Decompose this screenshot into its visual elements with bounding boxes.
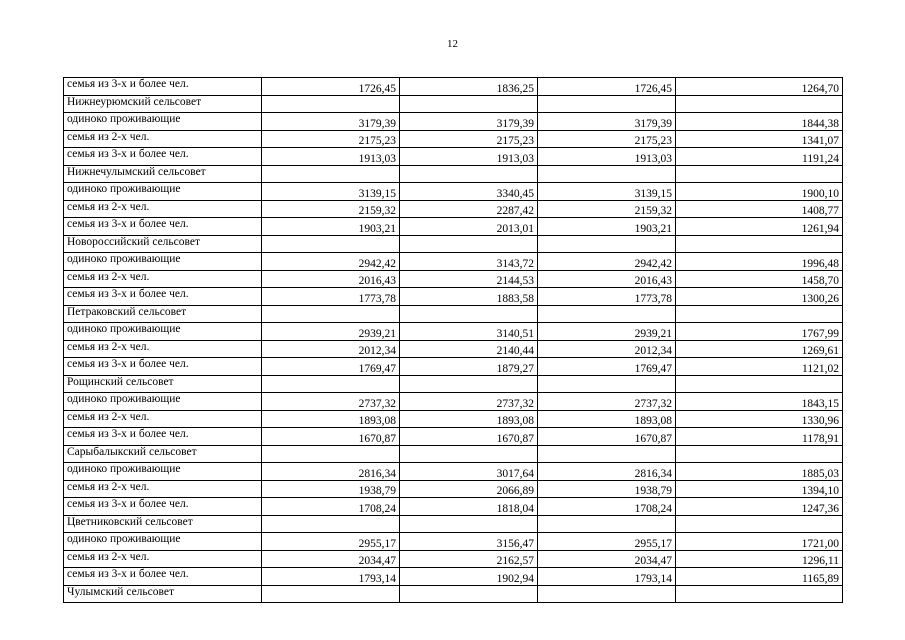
value-cell-col-2 xyxy=(400,585,538,603)
value-cell-col-1: 1938,79 xyxy=(262,480,400,498)
value-cell-col-2: 1879,27 xyxy=(400,358,538,376)
value-cell-col-2: 1883,58 xyxy=(400,288,538,306)
category-label-cell: одиноко проживающие xyxy=(64,323,262,341)
value-cell-col-2: 2175,23 xyxy=(400,130,538,148)
section-name-cell: Новороссийский сельсовет xyxy=(64,235,262,253)
table-row xyxy=(64,480,843,498)
value-cell-col-3: 2034,47 xyxy=(538,550,676,568)
category-label-cell: семья из 2-х чел. xyxy=(64,480,262,498)
value-cell-col-1: 3139,15 xyxy=(262,183,400,201)
value-cell-col-4 xyxy=(676,375,843,393)
value-cell-col-3 xyxy=(538,445,676,463)
category-label-cell: семья из 3-х и более чел. xyxy=(64,498,262,516)
value-cell-col-4 xyxy=(676,95,843,113)
value-cell-col-1 xyxy=(262,305,400,323)
value-cell-col-3: 2816,34 xyxy=(538,463,676,481)
value-cell-col-1 xyxy=(262,585,400,603)
table-row xyxy=(64,78,843,96)
value-cell-col-1: 1708,24 xyxy=(262,498,400,516)
value-cell-col-3: 2939,21 xyxy=(538,323,676,341)
value-cell-col-3 xyxy=(538,515,676,533)
category-label-cell: семья из 2-х чел. xyxy=(64,340,262,358)
value-cell-col-3: 1913,03 xyxy=(538,148,676,166)
category-label-cell: семья из 3-х и более чел. xyxy=(64,218,262,236)
value-cell-col-4 xyxy=(676,165,843,183)
category-label-cell: одиноко проживающие xyxy=(64,253,262,271)
category-label-cell: семья из 3-х и более чел. xyxy=(64,288,262,306)
value-cell-col-2: 1913,03 xyxy=(400,148,538,166)
value-cell-col-1: 1773,78 xyxy=(262,288,400,306)
value-cell-col-3: 3139,15 xyxy=(538,183,676,201)
table-row xyxy=(64,323,843,341)
section-header-row xyxy=(64,515,843,533)
value-cell-col-4: 1269,61 xyxy=(676,340,843,358)
section-header-row xyxy=(64,235,843,253)
value-cell-col-3: 1670,87 xyxy=(538,428,676,446)
value-cell-col-3 xyxy=(538,165,676,183)
value-cell-col-1 xyxy=(262,95,400,113)
value-cell-col-1: 2737,32 xyxy=(262,393,400,411)
category-label-cell: семья из 3-х и более чел. xyxy=(64,148,262,166)
value-cell-col-4 xyxy=(676,515,843,533)
value-cell-col-2: 3017,64 xyxy=(400,463,538,481)
value-cell-col-2: 3143,72 xyxy=(400,253,538,271)
value-cell-col-4: 1300,26 xyxy=(676,288,843,306)
value-cell-col-4: 1394,10 xyxy=(676,480,843,498)
table-row xyxy=(64,148,843,166)
value-cell-col-1: 2816,34 xyxy=(262,463,400,481)
table-row xyxy=(64,113,843,131)
section-name-cell: Нижнечулымский сельсовет xyxy=(64,165,262,183)
table-row xyxy=(64,550,843,568)
category-label-cell: одиноко проживающие xyxy=(64,113,262,131)
value-cell-col-1: 2955,17 xyxy=(262,533,400,551)
value-cell-col-2 xyxy=(400,235,538,253)
table-row xyxy=(64,358,843,376)
value-cell-col-3: 2012,34 xyxy=(538,340,676,358)
value-cell-col-4: 1767,99 xyxy=(676,323,843,341)
value-cell-col-3: 2942,42 xyxy=(538,253,676,271)
value-cell-col-3: 1893,08 xyxy=(538,410,676,428)
category-label-cell: одиноко проживающие xyxy=(64,183,262,201)
value-cell-col-3 xyxy=(538,585,676,603)
value-cell-col-4: 1900,10 xyxy=(676,183,843,201)
value-cell-col-1 xyxy=(262,375,400,393)
section-name-cell: Цветниковский сельсовет xyxy=(64,515,262,533)
table-row xyxy=(64,533,843,551)
tariff-table xyxy=(63,77,843,603)
table-row xyxy=(64,288,843,306)
value-cell-col-1: 2939,21 xyxy=(262,323,400,341)
section-header-row xyxy=(64,585,843,603)
value-cell-col-3: 1773,78 xyxy=(538,288,676,306)
value-cell-col-1: 1793,14 xyxy=(262,568,400,586)
table-row xyxy=(64,200,843,218)
table-row xyxy=(64,340,843,358)
value-cell-col-2: 3156,47 xyxy=(400,533,538,551)
value-cell-col-2: 2162,57 xyxy=(400,550,538,568)
value-cell-col-4: 1408,77 xyxy=(676,200,843,218)
value-cell-col-1: 1893,08 xyxy=(262,410,400,428)
table-row xyxy=(64,253,843,271)
value-cell-col-2: 1893,08 xyxy=(400,410,538,428)
table-row xyxy=(64,183,843,201)
page-number: 12 xyxy=(447,38,458,50)
value-cell-col-4: 1191,24 xyxy=(676,148,843,166)
value-cell-col-3: 1903,21 xyxy=(538,218,676,236)
value-cell-col-4: 1885,03 xyxy=(676,463,843,481)
table-row xyxy=(64,568,843,586)
value-cell-col-2 xyxy=(400,305,538,323)
value-cell-col-1: 1769,47 xyxy=(262,358,400,376)
section-name-cell: Чулымский сельсовет xyxy=(64,585,262,603)
category-label-cell: семья из 2-х чел. xyxy=(64,200,262,218)
value-cell-col-3: 1938,79 xyxy=(538,480,676,498)
category-label-cell: семья из 2-х чел. xyxy=(64,550,262,568)
value-cell-col-3 xyxy=(538,95,676,113)
table-row xyxy=(64,428,843,446)
value-cell-col-1: 2034,47 xyxy=(262,550,400,568)
value-cell-col-2: 2287,42 xyxy=(400,200,538,218)
value-cell-col-1: 2175,23 xyxy=(262,130,400,148)
value-cell-col-1: 1913,03 xyxy=(262,148,400,166)
table-row xyxy=(64,393,843,411)
section-header-row xyxy=(64,95,843,113)
value-cell-col-2: 1818,04 xyxy=(400,498,538,516)
value-cell-col-1 xyxy=(262,515,400,533)
value-cell-col-2 xyxy=(400,375,538,393)
value-cell-col-3: 2175,23 xyxy=(538,130,676,148)
table-row xyxy=(64,463,843,481)
section-header-row xyxy=(64,305,843,323)
value-cell-col-2: 3340,45 xyxy=(400,183,538,201)
value-cell-col-1: 3179,39 xyxy=(262,113,400,131)
value-cell-col-4: 1458,70 xyxy=(676,270,843,288)
value-cell-col-4: 1721,00 xyxy=(676,533,843,551)
value-cell-col-2 xyxy=(400,95,538,113)
section-name-cell: Нижнеурюмский сельсовет xyxy=(64,95,262,113)
value-cell-col-2 xyxy=(400,445,538,463)
value-cell-col-3: 2737,32 xyxy=(538,393,676,411)
value-cell-col-4: 1165,89 xyxy=(676,568,843,586)
section-name-cell: Рощинский сельсовет xyxy=(64,375,262,393)
value-cell-col-4: 1264,70 xyxy=(676,78,843,96)
table-row xyxy=(64,498,843,516)
value-cell-col-1 xyxy=(262,235,400,253)
category-label-cell: семья из 3-х и более чел. xyxy=(64,568,262,586)
category-label-cell: семья из 3-х и более чел. xyxy=(64,428,262,446)
value-cell-col-2: 1836,25 xyxy=(400,78,538,96)
value-cell-col-1: 1670,87 xyxy=(262,428,400,446)
value-cell-col-2 xyxy=(400,515,538,533)
value-cell-col-2: 2140,44 xyxy=(400,340,538,358)
table-row xyxy=(64,218,843,236)
value-cell-col-3 xyxy=(538,375,676,393)
value-cell-col-4: 1121,02 xyxy=(676,358,843,376)
value-cell-col-3: 2016,43 xyxy=(538,270,676,288)
value-cell-col-1: 2012,34 xyxy=(262,340,400,358)
tariff-table-body xyxy=(64,78,843,603)
category-label-cell: семья из 2-х чел. xyxy=(64,130,262,148)
value-cell-col-4: 1996,48 xyxy=(676,253,843,271)
value-cell-col-2: 2013,01 xyxy=(400,218,538,236)
section-name-cell: Петраковский сельсовет xyxy=(64,305,262,323)
category-label-cell: семья из 2-х чел. xyxy=(64,410,262,428)
value-cell-col-1 xyxy=(262,445,400,463)
value-cell-col-1: 1726,45 xyxy=(262,78,400,96)
section-header-row xyxy=(64,445,843,463)
value-cell-col-3 xyxy=(538,305,676,323)
value-cell-col-2: 1902,94 xyxy=(400,568,538,586)
value-cell-col-1: 1903,21 xyxy=(262,218,400,236)
value-cell-col-4: 1843,15 xyxy=(676,393,843,411)
value-cell-col-3: 1708,24 xyxy=(538,498,676,516)
value-cell-col-2: 2144,53 xyxy=(400,270,538,288)
value-cell-col-4: 1341,07 xyxy=(676,130,843,148)
section-header-row xyxy=(64,165,843,183)
value-cell-col-2 xyxy=(400,165,538,183)
category-label-cell: одиноко проживающие xyxy=(64,463,262,481)
value-cell-col-2: 2066,89 xyxy=(400,480,538,498)
table-row xyxy=(64,410,843,428)
value-cell-col-2: 3140,51 xyxy=(400,323,538,341)
category-label-cell: семья из 2-х чел. xyxy=(64,270,262,288)
value-cell-col-4: 1296,11 xyxy=(676,550,843,568)
value-cell-col-3 xyxy=(538,235,676,253)
value-cell-col-4: 1844,38 xyxy=(676,113,843,131)
category-label-cell: одиноко проживающие xyxy=(64,533,262,551)
value-cell-col-3: 1726,45 xyxy=(538,78,676,96)
value-cell-col-2: 1670,87 xyxy=(400,428,538,446)
value-cell-col-4: 1330,96 xyxy=(676,410,843,428)
value-cell-col-4 xyxy=(676,445,843,463)
value-cell-col-2: 2737,32 xyxy=(400,393,538,411)
value-cell-col-4: 1261,94 xyxy=(676,218,843,236)
table-row xyxy=(64,130,843,148)
section-name-cell: Сарыбалыкский сельсовет xyxy=(64,445,262,463)
value-cell-col-1 xyxy=(262,165,400,183)
category-label-cell: одиноко проживающие xyxy=(64,393,262,411)
value-cell-col-1: 2016,43 xyxy=(262,270,400,288)
section-header-row xyxy=(64,375,843,393)
category-label-cell: семья из 3-х и более чел. xyxy=(64,78,262,96)
value-cell-col-3: 3179,39 xyxy=(538,113,676,131)
value-cell-col-4: 1178,91 xyxy=(676,428,843,446)
value-cell-col-3: 1769,47 xyxy=(538,358,676,376)
table-row xyxy=(64,270,843,288)
value-cell-col-1: 2942,42 xyxy=(262,253,400,271)
value-cell-col-3: 2955,17 xyxy=(538,533,676,551)
value-cell-col-4: 1247,36 xyxy=(676,498,843,516)
value-cell-col-3: 1793,14 xyxy=(538,568,676,586)
value-cell-col-2: 3179,39 xyxy=(400,113,538,131)
value-cell-col-4 xyxy=(676,305,843,323)
value-cell-col-1: 2159,32 xyxy=(262,200,400,218)
value-cell-col-3: 2159,32 xyxy=(538,200,676,218)
value-cell-col-4 xyxy=(676,235,843,253)
value-cell-col-4 xyxy=(676,585,843,603)
category-label-cell: семья из 3-х и более чел. xyxy=(64,358,262,376)
